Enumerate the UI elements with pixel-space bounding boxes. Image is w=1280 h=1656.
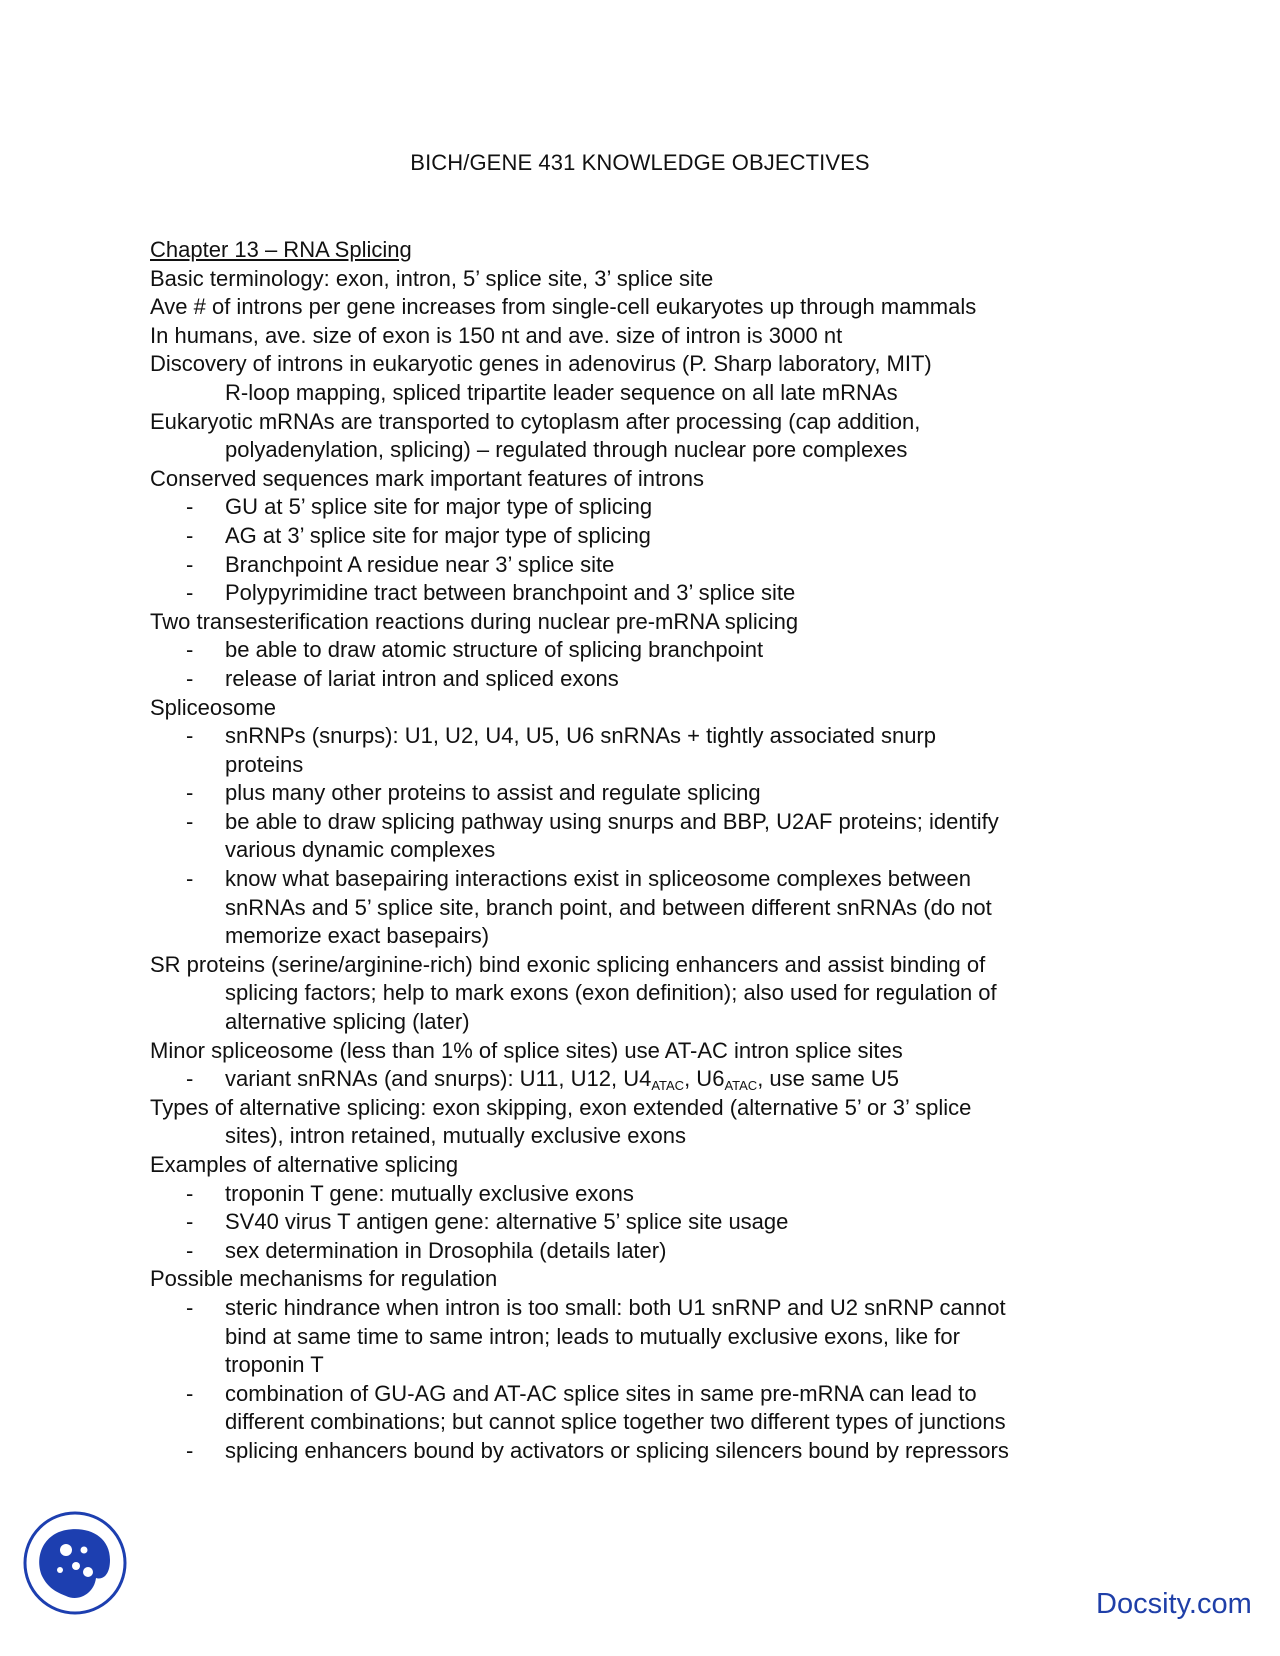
- line-text: Possible mechanisms for regulation: [150, 1266, 498, 1292]
- objective-line: [150, 608, 1150, 637]
- line-text: Two transesterification reactions during nuclear pre-mRNA splicing: [150, 608, 799, 634]
- bullet-dash: -: [186, 665, 194, 691]
- line-text: polyadenylation, splicing) – regulated through nuclear pore complexes: [225, 437, 908, 463]
- line-text: Examples of alternative splicing: [150, 1152, 459, 1177]
- bullet-item: [150, 1294, 1150, 1323]
- objectives-content: [150, 236, 1150, 1466]
- bullet-dash: -: [186, 637, 194, 663]
- bullet-item: [150, 636, 1150, 665]
- bullet-item: [150, 779, 1150, 808]
- continuation-line: [150, 1008, 1150, 1037]
- bullet-dash: -: [186, 1180, 194, 1206]
- continuation-line: [150, 979, 1150, 1008]
- objective-line: [150, 694, 1150, 723]
- line-text: release of lariat intron and spliced exons: [225, 665, 619, 691]
- bullet-dash: -: [186, 808, 194, 834]
- line-text: bind at same time to same intron; leads to mutually exclusive exons, like for: [225, 1323, 960, 1349]
- bullet-item: [150, 493, 1150, 522]
- continuation-line: [150, 751, 1150, 780]
- line-text: splicing enhancers bound by activators or splicing silencers bound by repressors: [225, 1437, 1009, 1463]
- objective-line: [150, 1265, 1150, 1294]
- bullet-item: [150, 1237, 1150, 1266]
- line-text: be able to draw atomic structure of splicing branchpoint: [225, 637, 764, 663]
- bullet-item: [150, 1208, 1150, 1237]
- bullet-item: [150, 1065, 1150, 1094]
- line-text: Branchpoint A residue near 3’ splice site: [225, 551, 615, 577]
- bullet-item: [150, 808, 1150, 837]
- line-text: sex determination in Drosophila (details later): [225, 1237, 667, 1263]
- bullet-item: [150, 1380, 1150, 1409]
- line-text: Spliceosome: [150, 694, 276, 720]
- line-text: know what basepairing interactions exist in spliceosome complexes between: [225, 866, 971, 892]
- line-text: snRNPs (snurps): U1, U2, U4, U5, U6 snRNAs + tightly associated snurp: [225, 723, 936, 749]
- bullet-dash: -: [186, 1237, 194, 1263]
- subscript-text: ATAC: [724, 1078, 758, 1094]
- bullet-item: [150, 579, 1150, 608]
- bullet-dash: -: [186, 1437, 194, 1463]
- line-text: snRNAs and 5’ splice site, branch point, and between different snRNAs (do not: [225, 894, 992, 920]
- bullet-item: [150, 1180, 1150, 1209]
- objective-line: [150, 951, 1150, 980]
- objective-line: [150, 322, 1150, 351]
- line-text: various dynamic complexes: [225, 837, 496, 863]
- objective-line: [150, 1094, 1150, 1123]
- line-text: different combinations; but cannot splice together two different types of junctions: [225, 1409, 1006, 1435]
- line-text: plus many other proteins to assist and regulate splicing: [225, 780, 761, 806]
- bullet-item: [150, 722, 1150, 751]
- continuation-line: [150, 379, 1150, 408]
- line-text: be able to draw splicing pathway using snurps and BBP, U2AF proteins; identify: [225, 808, 999, 834]
- line-text: steric hindrance when intron is too small: both U1 snRNP and U2 snRNP cannot: [225, 1294, 1006, 1320]
- bullet-dash: -: [186, 1209, 194, 1235]
- bullet-dash: -: [186, 1380, 194, 1406]
- bullet-item: [150, 551, 1150, 580]
- line-text: splicing factors; help to mark exons (exon definition); also used for regulation of: [225, 980, 997, 1006]
- continuation-line: [150, 836, 1150, 865]
- line-text: Types of alternative splicing: exon skipping, exon extended (alternative 5’ or 3’ splice: [150, 1094, 972, 1120]
- bullet-dash: -: [186, 1294, 194, 1320]
- line-text: sites), intron retained, mutually exclusive exons: [225, 1123, 686, 1149]
- continuation-line: [150, 436, 1150, 465]
- continuation-line: [150, 1323, 1150, 1352]
- line-text: Basic terminology: exon, intron, 5’ splice site, 3’ splice site: [150, 265, 714, 291]
- chapter-heading: Chapter 13 – RNA Splicing: [150, 237, 412, 262]
- objective-line: [150, 1151, 1150, 1180]
- objectives-list: [150, 265, 1150, 1466]
- line-text: combination of GU-AG and AT-AC splice sites in same pre-mRNA can lead to: [225, 1380, 977, 1406]
- line-text: Minor spliceosome (less than 1% of splice sites) use AT-AC intron splice sites: [150, 1037, 903, 1063]
- line-text: Conserved sequences mark important features of introns: [150, 465, 704, 491]
- line-text: GU at 5’ splice site for major type of splicing: [225, 494, 653, 520]
- continuation-line: [150, 894, 1150, 923]
- line-text: , use same U5: [757, 1066, 900, 1092]
- bullet-item: [150, 522, 1150, 551]
- bullet-dash: -: [186, 780, 194, 806]
- line-text: Discovery of introns in eukaryotic genes in adenovirus (P. Sharp laboratory, MIT): [150, 351, 932, 377]
- line-text: memorize exact basepairs): [225, 923, 490, 949]
- objective-line: [150, 293, 1150, 322]
- line-text: troponin T gene: mutually exclusive exons: [225, 1180, 634, 1206]
- objective-line: [150, 465, 1150, 494]
- line-text: SV40 virus T antigen gene: alternative 5’ splice site usage: [225, 1209, 789, 1235]
- objective-line: [150, 265, 1150, 294]
- line-text: proteins: [225, 751, 304, 777]
- docsity-brand-link[interactable]: Docsity.com: [1096, 1588, 1252, 1620]
- bullet-item: [150, 665, 1150, 694]
- objective-line: [150, 408, 1150, 437]
- line-text: Eukaryotic mRNAs are transported to cytoplasm after processing (cap addition,: [150, 408, 921, 434]
- line-text: Polypyrimidine tract between branchpoint and 3’ splice site: [225, 580, 796, 606]
- continuation-line: [150, 1408, 1150, 1437]
- continuation-line: [150, 922, 1150, 951]
- continuation-line: [150, 1351, 1150, 1380]
- line-text: , U6: [684, 1066, 725, 1092]
- line-text: SR proteins (serine/arginine-rich) bind exonic splicing enhancers and assist binding of: [150, 951, 986, 977]
- bullet-dash: -: [186, 494, 194, 520]
- bullet-dash: -: [186, 723, 194, 749]
- line-text: AG at 3’ splice site for major type of splicing: [225, 522, 651, 548]
- docsity-logo-icon[interactable]: [22, 1510, 128, 1616]
- line-text: variant snRNAs (and snurps): U11, U12, U4: [225, 1066, 652, 1092]
- page-title: BICH/GENE 431 KNOWLEDGE OBJECTIVES: [410, 150, 870, 175]
- line-text: alternative splicing (later): [225, 1009, 470, 1035]
- bullet-item: [150, 865, 1150, 894]
- line-text: Ave # of introns per gene increases from single-cell eukaryotes up through mammals: [150, 294, 977, 320]
- bullet-dash: -: [186, 866, 194, 892]
- subscript-text: ATAC: [651, 1078, 685, 1094]
- bullet-item: [150, 1437, 1150, 1466]
- continuation-line: [150, 1122, 1150, 1151]
- bullet-dash: -: [186, 580, 194, 606]
- bullet-dash: -: [186, 1066, 194, 1092]
- line-text: troponin T: [225, 1352, 324, 1378]
- line-text: In humans, ave. size of exon is 150 nt and ave. size of intron is 3000 nt: [150, 322, 843, 348]
- objective-line: [150, 1037, 1150, 1066]
- line-text: R-loop mapping, spliced tripartite leader sequence on all late mRNAs: [225, 379, 898, 405]
- objective-line: [150, 350, 1150, 379]
- bullet-dash: -: [186, 551, 194, 577]
- bullet-dash: -: [186, 522, 194, 548]
